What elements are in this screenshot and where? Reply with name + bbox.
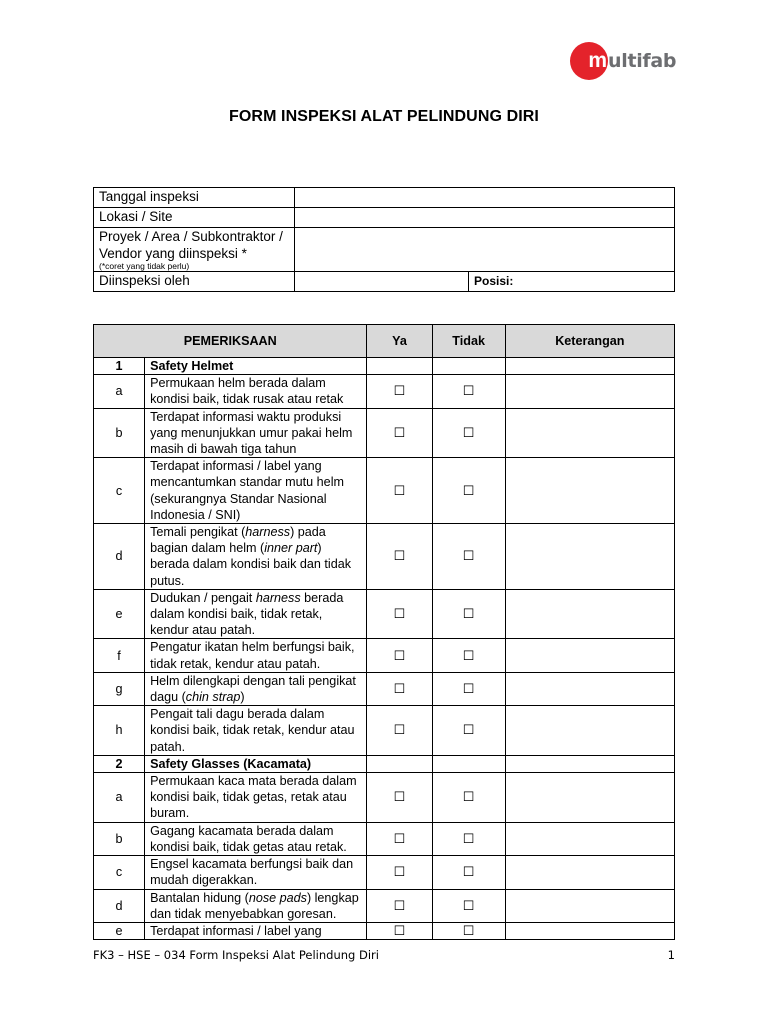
section-title: Safety Glasses (Kacamata) — [145, 755, 367, 772]
keterangan-field[interactable] — [505, 458, 674, 524]
checklist-row — [94, 822, 675, 855]
section-ya-cell — [367, 358, 432, 375]
item-letter: b — [94, 822, 145, 855]
checklist-row — [94, 773, 675, 823]
proyek-label-cell — [94, 228, 295, 272]
section-title: Safety Helmet — [145, 358, 367, 375]
checklist-row — [94, 458, 675, 524]
item-letter: b — [94, 408, 145, 458]
item-description: Pengatur ikatan helm berfungsi baik, tidak retak, kendur atau patah. — [145, 639, 367, 672]
tidak-checkbox[interactable]: ☐ — [432, 375, 505, 408]
ya-checkbox[interactable]: ☐ — [367, 524, 432, 590]
tidak-checkbox[interactable]: ☐ — [432, 458, 505, 524]
item-description: Helm dilengkapi dengan tali pengikat dagu (chin strap) — [145, 672, 367, 705]
keterangan-field[interactable] — [505, 672, 674, 705]
checklist-row — [94, 706, 675, 756]
checklist-row — [94, 889, 675, 922]
header-pemeriksaan: PEMERIKSAAN — [94, 325, 367, 358]
item-description: Temali pengikat (harness) pada bagian dalam helm (inner part) berada dalam kondisi baik dan tidak putus. — [145, 524, 367, 590]
keterangan-field[interactable] — [505, 589, 674, 639]
tidak-checkbox[interactable]: ☐ — [432, 822, 505, 855]
checklist-row — [94, 922, 675, 939]
section-tidak-cell — [432, 755, 505, 772]
item-letter: e — [94, 922, 145, 939]
proyek-note: (*coret yang tidak perlu) — [99, 261, 190, 271]
item-letter: c — [94, 856, 145, 889]
multifab-logo — [570, 42, 676, 80]
ya-checkbox[interactable]: ☐ — [367, 706, 432, 756]
tidak-checkbox[interactable]: ☐ — [432, 706, 505, 756]
header-tidak: Tidak — [432, 325, 505, 358]
keterangan-field[interactable] — [505, 773, 674, 823]
checklist-row — [94, 856, 675, 889]
keterangan-field[interactable] — [505, 408, 674, 458]
checklist-header-row — [94, 325, 675, 358]
ya-checkbox[interactable]: ☐ — [367, 458, 432, 524]
checklist-row — [94, 524, 675, 590]
header-ya: Ya — [367, 325, 432, 358]
section-keterangan-cell — [505, 755, 674, 772]
item-description: Terdapat informasi / label yang mencantumkan standar mutu helm (sekurangnya Standar Nasional Indonesia / SNI) — [145, 458, 367, 524]
section-number: 2 — [94, 755, 145, 772]
section-tidak-cell — [432, 358, 505, 375]
keterangan-field[interactable] — [505, 889, 674, 922]
item-description: Pengait tali dagu berada dalam kondisi baik, tidak retak, kendur atau patah. — [145, 706, 367, 756]
header-keterangan: Keterangan — [505, 325, 674, 358]
section-number: 1 — [94, 358, 145, 375]
posisi-label: Posisi: — [474, 274, 514, 288]
section-keterangan-cell — [505, 358, 674, 375]
checklist-row — [94, 672, 675, 705]
item-letter: c — [94, 458, 145, 524]
tanggal-field[interactable] — [295, 188, 675, 208]
item-description: Dudukan / pengait harness berada dalam kondisi baik, tidak retak, kendur atau patah. — [145, 589, 367, 639]
tidak-checkbox[interactable]: ☐ — [432, 856, 505, 889]
keterangan-field[interactable] — [505, 856, 674, 889]
keterangan-field[interactable] — [505, 375, 674, 408]
ya-checkbox[interactable]: ☐ — [367, 773, 432, 823]
item-description: Permukaan helm berada dalam kondisi baik, tidak rusak atau retak — [145, 375, 367, 408]
item-description: Terdapat informasi waktu produksi yang menunjukkan umur pakai helm masih di bawah tiga tahun — [145, 408, 367, 458]
diinspeksi-field[interactable] — [295, 272, 469, 292]
logo-mark: m — [570, 42, 608, 80]
ya-checkbox[interactable]: ☐ — [367, 639, 432, 672]
item-description: Terdapat informasi / label yang — [145, 922, 367, 939]
item-letter: d — [94, 889, 145, 922]
form-title: FORM INSPEKSI ALAT PELINDUNG DIRI — [229, 108, 539, 125]
inspection-checklist-table — [93, 324, 675, 940]
page-number: 1 — [667, 948, 675, 962]
item-description: Gagang kacamata berada dalam kondisi baik, tidak getas atau retak. — [145, 822, 367, 855]
section-ya-cell — [367, 755, 432, 772]
item-letter: e — [94, 589, 145, 639]
ya-checkbox[interactable]: ☐ — [367, 589, 432, 639]
posisi-cell[interactable] — [469, 272, 675, 292]
keterangan-field[interactable] — [505, 922, 674, 939]
ya-checkbox[interactable]: ☐ — [367, 922, 432, 939]
checklist-row — [94, 375, 675, 408]
tidak-checkbox[interactable]: ☐ — [432, 922, 505, 939]
tanggal-label: Tanggal inspeksi — [94, 188, 295, 208]
lokasi-field[interactable] — [295, 208, 675, 228]
section-row — [94, 755, 675, 772]
tidak-checkbox[interactable]: ☐ — [432, 639, 505, 672]
tidak-checkbox[interactable]: ☐ — [432, 524, 505, 590]
ya-checkbox[interactable]: ☐ — [367, 856, 432, 889]
item-letter: h — [94, 706, 145, 756]
item-letter: a — [94, 773, 145, 823]
logo-text: ultifab — [608, 50, 677, 72]
item-description: Engsel kacamata berfungsi baik dan mudah digerakkan. — [145, 856, 367, 889]
item-letter: g — [94, 672, 145, 705]
item-description: Bantalan hidung (nose pads) lengkap dan tidak menyebabkan goresan. — [145, 889, 367, 922]
section-row — [94, 358, 675, 375]
ya-checkbox[interactable]: ☐ — [367, 408, 432, 458]
ya-checkbox[interactable]: ☐ — [367, 375, 432, 408]
tidak-checkbox[interactable]: ☐ — [432, 408, 505, 458]
keterangan-field[interactable] — [505, 822, 674, 855]
tidak-checkbox[interactable]: ☐ — [432, 889, 505, 922]
keterangan-field[interactable] — [505, 706, 674, 756]
tidak-checkbox[interactable]: ☐ — [432, 773, 505, 823]
checklist-row — [94, 589, 675, 639]
inspection-info-table — [93, 187, 675, 292]
item-letter: f — [94, 639, 145, 672]
lokasi-label: Lokasi / Site — [94, 208, 295, 228]
footer-doc-title: FK3 – HSE – 034 Form Inspeksi Alat Pelindung Diri — [93, 948, 379, 962]
item-letter: a — [94, 375, 145, 408]
keterangan-field[interactable] — [505, 639, 674, 672]
ya-checkbox[interactable]: ☐ — [367, 672, 432, 705]
proyek-field[interactable] — [295, 228, 675, 272]
ya-checkbox[interactable]: ☐ — [367, 889, 432, 922]
checklist-row — [94, 639, 675, 672]
proyek-label: Proyek / Area / Subkontraktor / Vendor yang diinspeksi * — [99, 229, 283, 261]
ya-checkbox[interactable]: ☐ — [367, 822, 432, 855]
tidak-checkbox[interactable]: ☐ — [432, 589, 505, 639]
item-description: Permukaan kaca mata berada dalam kondisi baik, tidak getas, retak atau buram. — [145, 773, 367, 823]
page-footer — [93, 948, 675, 962]
checklist-row — [94, 408, 675, 458]
keterangan-field[interactable] — [505, 524, 674, 590]
item-letter: d — [94, 524, 145, 590]
tidak-checkbox[interactable]: ☐ — [432, 672, 505, 705]
diinspeksi-label: Diinspeksi oleh — [94, 272, 295, 292]
